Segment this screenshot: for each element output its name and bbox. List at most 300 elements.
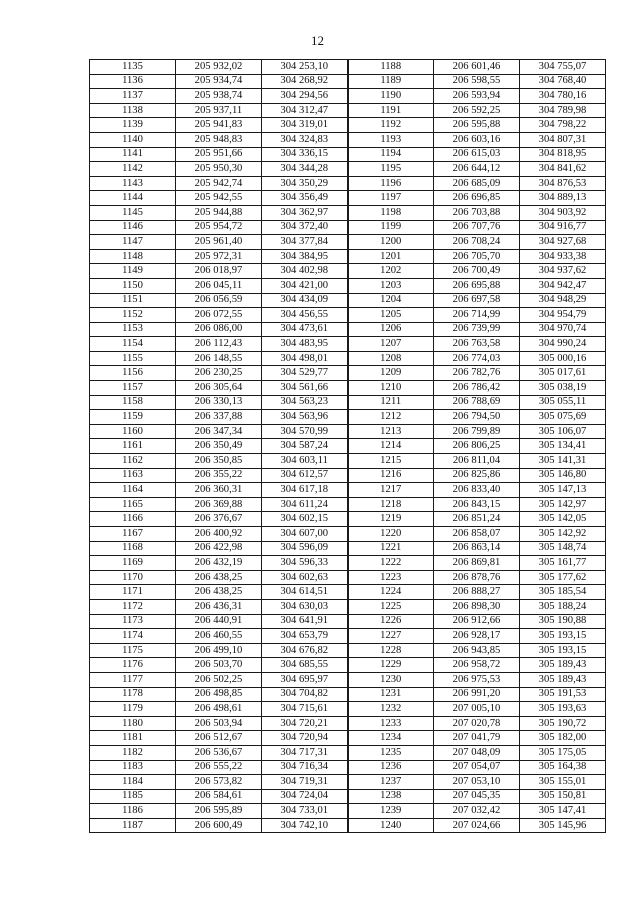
left-y-coordinate-cell: 304 561,66 — [262, 381, 348, 396]
left-x-coordinate-cell: 205 942,74 — [176, 176, 262, 191]
left-point-number-cell: 1156 — [90, 366, 176, 381]
right-x-coordinate-cell: 206 705,70 — [434, 249, 520, 264]
left-y-coordinate-cell: 304 704,82 — [262, 687, 348, 702]
left-y-coordinate-cell: 304 596,33 — [262, 556, 348, 571]
left-x-coordinate-cell: 206 595,89 — [176, 804, 262, 819]
right-x-coordinate-cell: 206 912,66 — [434, 614, 520, 629]
left-point-number-cell: 1135 — [90, 60, 176, 75]
right-y-coordinate-cell: 305 146,80 — [520, 468, 606, 483]
left-y-coordinate-cell: 304 724,04 — [262, 789, 348, 804]
left-x-coordinate-cell: 206 112,43 — [176, 337, 262, 352]
right-x-coordinate-cell: 206 975,53 — [434, 672, 520, 687]
right-point-number-cell: 1212 — [348, 410, 434, 425]
left-point-number-cell: 1176 — [90, 658, 176, 673]
right-y-coordinate-cell: 304 903,92 — [520, 205, 606, 220]
left-x-coordinate-cell: 206 350,85 — [176, 454, 262, 469]
left-y-coordinate-cell: 304 720,94 — [262, 731, 348, 746]
left-y-coordinate-cell: 304 716,34 — [262, 760, 348, 775]
right-y-coordinate-cell: 305 193,63 — [520, 702, 606, 717]
left-x-coordinate-cell: 206 438,25 — [176, 570, 262, 585]
left-y-coordinate-cell: 304 602,63 — [262, 570, 348, 585]
left-point-number-cell: 1175 — [90, 643, 176, 658]
table-row — [90, 687, 606, 702]
right-y-coordinate-cell: 304 780,16 — [520, 89, 606, 104]
left-x-coordinate-cell: 205 948,83 — [176, 132, 262, 147]
left-x-coordinate-cell: 206 376,67 — [176, 512, 262, 527]
right-y-coordinate-cell: 305 155,01 — [520, 775, 606, 790]
left-point-number-cell: 1164 — [90, 483, 176, 498]
table-row — [90, 293, 606, 308]
right-y-coordinate-cell: 304 916,77 — [520, 220, 606, 235]
right-y-coordinate-cell: 304 768,40 — [520, 74, 606, 89]
left-point-number-cell: 1147 — [90, 235, 176, 250]
left-y-coordinate-cell: 304 344,28 — [262, 162, 348, 177]
left-x-coordinate-cell: 206 305,64 — [176, 381, 262, 396]
left-point-number-cell: 1179 — [90, 702, 176, 717]
right-point-number-cell: 1211 — [348, 395, 434, 410]
right-y-coordinate-cell: 305 142,92 — [520, 527, 606, 542]
right-x-coordinate-cell: 206 794,50 — [434, 410, 520, 425]
left-x-coordinate-cell: 206 498,61 — [176, 702, 262, 717]
right-x-coordinate-cell: 206 851,24 — [434, 512, 520, 527]
right-point-number-cell: 1194 — [348, 147, 434, 162]
right-x-coordinate-cell: 206 888,27 — [434, 585, 520, 600]
table-row — [90, 366, 606, 381]
right-x-coordinate-cell: 206 825,86 — [434, 468, 520, 483]
right-point-number-cell: 1231 — [348, 687, 434, 702]
right-y-coordinate-cell: 305 141,31 — [520, 454, 606, 469]
right-point-number-cell: 1213 — [348, 424, 434, 439]
left-y-coordinate-cell: 304 603,11 — [262, 454, 348, 469]
table-row — [90, 351, 606, 366]
right-y-coordinate-cell: 305 190,88 — [520, 614, 606, 629]
table-row — [90, 527, 606, 542]
right-y-coordinate-cell: 305 145,96 — [520, 818, 606, 833]
table-row — [90, 322, 606, 337]
right-y-coordinate-cell: 304 818,95 — [520, 147, 606, 162]
left-point-number-cell: 1161 — [90, 439, 176, 454]
right-point-number-cell: 1226 — [348, 614, 434, 629]
left-y-coordinate-cell: 304 268,92 — [262, 74, 348, 89]
left-point-number-cell: 1137 — [90, 89, 176, 104]
right-point-number-cell: 1223 — [348, 570, 434, 585]
left-y-coordinate-cell: 304 602,15 — [262, 512, 348, 527]
left-point-number-cell: 1154 — [90, 337, 176, 352]
right-x-coordinate-cell: 206 685,09 — [434, 176, 520, 191]
right-x-coordinate-cell: 206 898,30 — [434, 599, 520, 614]
right-x-coordinate-cell: 206 863,14 — [434, 541, 520, 556]
right-point-number-cell: 1224 — [348, 585, 434, 600]
left-x-coordinate-cell: 205 938,74 — [176, 89, 262, 104]
right-x-coordinate-cell: 206 788,69 — [434, 395, 520, 410]
right-y-coordinate-cell: 305 193,15 — [520, 643, 606, 658]
left-point-number-cell: 1150 — [90, 278, 176, 293]
left-x-coordinate-cell: 206 600,49 — [176, 818, 262, 833]
right-point-number-cell: 1198 — [348, 205, 434, 220]
table-row — [90, 818, 606, 833]
right-y-coordinate-cell: 305 175,05 — [520, 745, 606, 760]
table-row — [90, 381, 606, 396]
right-point-number-cell: 1202 — [348, 264, 434, 279]
right-x-coordinate-cell: 206 601,46 — [434, 60, 520, 75]
left-x-coordinate-cell: 206 330,13 — [176, 395, 262, 410]
right-x-coordinate-cell: 207 005,10 — [434, 702, 520, 717]
right-y-coordinate-cell: 305 185,54 — [520, 585, 606, 600]
left-point-number-cell: 1183 — [90, 760, 176, 775]
left-y-coordinate-cell: 304 473,61 — [262, 322, 348, 337]
left-y-coordinate-cell: 304 372,40 — [262, 220, 348, 235]
right-x-coordinate-cell: 206 615,03 — [434, 147, 520, 162]
left-x-coordinate-cell: 206 432,19 — [176, 556, 262, 571]
table-row — [90, 191, 606, 206]
table-row — [90, 570, 606, 585]
right-point-number-cell: 1208 — [348, 351, 434, 366]
table-row — [90, 235, 606, 250]
left-point-number-cell: 1158 — [90, 395, 176, 410]
right-point-number-cell: 1218 — [348, 497, 434, 512]
left-x-coordinate-cell: 206 438,25 — [176, 585, 262, 600]
right-point-number-cell: 1210 — [348, 381, 434, 396]
left-x-coordinate-cell: 205 932,02 — [176, 60, 262, 75]
right-x-coordinate-cell: 206 703,88 — [434, 205, 520, 220]
right-point-number-cell: 1235 — [348, 745, 434, 760]
right-x-coordinate-cell: 206 958,72 — [434, 658, 520, 673]
right-y-coordinate-cell: 304 789,98 — [520, 103, 606, 118]
right-y-coordinate-cell: 304 927,68 — [520, 235, 606, 250]
right-x-coordinate-cell: 206 644,12 — [434, 162, 520, 177]
left-x-coordinate-cell: 206 350,49 — [176, 439, 262, 454]
left-point-number-cell: 1166 — [90, 512, 176, 527]
left-y-coordinate-cell: 304 717,31 — [262, 745, 348, 760]
table-row — [90, 74, 606, 89]
right-y-coordinate-cell: 305 038,19 — [520, 381, 606, 396]
left-x-coordinate-cell: 206 337,88 — [176, 410, 262, 425]
left-y-coordinate-cell: 304 377,84 — [262, 235, 348, 250]
right-x-coordinate-cell: 207 048,09 — [434, 745, 520, 760]
right-point-number-cell: 1217 — [348, 483, 434, 498]
right-point-number-cell: 1201 — [348, 249, 434, 264]
right-y-coordinate-cell: 305 191,53 — [520, 687, 606, 702]
right-point-number-cell: 1188 — [348, 60, 434, 75]
left-x-coordinate-cell: 206 072,55 — [176, 308, 262, 323]
table-row — [90, 585, 606, 600]
right-x-coordinate-cell: 206 869,81 — [434, 556, 520, 571]
right-point-number-cell: 1216 — [348, 468, 434, 483]
left-y-coordinate-cell: 304 336,15 — [262, 147, 348, 162]
right-point-number-cell: 1199 — [348, 220, 434, 235]
table-row — [90, 541, 606, 556]
left-x-coordinate-cell: 206 369,88 — [176, 497, 262, 512]
left-x-coordinate-cell: 206 018,97 — [176, 264, 262, 279]
left-point-number-cell: 1173 — [90, 614, 176, 629]
right-point-number-cell: 1190 — [348, 89, 434, 104]
left-y-coordinate-cell: 304 570,99 — [262, 424, 348, 439]
left-x-coordinate-cell: 206 347,34 — [176, 424, 262, 439]
right-point-number-cell: 1237 — [348, 775, 434, 790]
left-point-number-cell: 1165 — [90, 497, 176, 512]
left-y-coordinate-cell: 304 434,09 — [262, 293, 348, 308]
left-point-number-cell: 1167 — [90, 527, 176, 542]
left-y-coordinate-cell: 304 596,09 — [262, 541, 348, 556]
left-y-coordinate-cell: 304 695,97 — [262, 672, 348, 687]
left-x-coordinate-cell: 206 584,61 — [176, 789, 262, 804]
left-point-number-cell: 1155 — [90, 351, 176, 366]
left-point-number-cell: 1172 — [90, 599, 176, 614]
right-point-number-cell: 1239 — [348, 804, 434, 819]
coordinates-table — [89, 59, 606, 833]
right-y-coordinate-cell: 305 142,05 — [520, 512, 606, 527]
right-point-number-cell: 1238 — [348, 789, 434, 804]
right-y-coordinate-cell: 305 106,07 — [520, 424, 606, 439]
right-x-coordinate-cell: 206 708,24 — [434, 235, 520, 250]
left-x-coordinate-cell: 206 056,59 — [176, 293, 262, 308]
table-row — [90, 147, 606, 162]
left-point-number-cell: 1180 — [90, 716, 176, 731]
left-point-number-cell: 1186 — [90, 804, 176, 819]
table-row — [90, 454, 606, 469]
left-x-coordinate-cell: 205 937,11 — [176, 103, 262, 118]
left-point-number-cell: 1174 — [90, 629, 176, 644]
right-y-coordinate-cell: 305 148,74 — [520, 541, 606, 556]
right-y-coordinate-cell: 304 807,31 — [520, 132, 606, 147]
left-x-coordinate-cell: 206 422,98 — [176, 541, 262, 556]
right-y-coordinate-cell: 304 990,24 — [520, 337, 606, 352]
right-x-coordinate-cell: 206 714,99 — [434, 308, 520, 323]
left-y-coordinate-cell: 304 362,97 — [262, 205, 348, 220]
left-point-number-cell: 1141 — [90, 147, 176, 162]
right-x-coordinate-cell: 207 020,78 — [434, 716, 520, 731]
left-point-number-cell: 1185 — [90, 789, 176, 804]
left-point-number-cell: 1178 — [90, 687, 176, 702]
left-x-coordinate-cell: 206 499,10 — [176, 643, 262, 658]
right-x-coordinate-cell: 207 024,66 — [434, 818, 520, 833]
left-point-number-cell: 1184 — [90, 775, 176, 790]
right-x-coordinate-cell: 206 843,15 — [434, 497, 520, 512]
table-row — [90, 497, 606, 512]
table-row — [90, 249, 606, 264]
table-row — [90, 220, 606, 235]
left-point-number-cell: 1146 — [90, 220, 176, 235]
left-x-coordinate-cell: 206 503,70 — [176, 658, 262, 673]
right-point-number-cell: 1207 — [348, 337, 434, 352]
table-row — [90, 308, 606, 323]
right-point-number-cell: 1236 — [348, 760, 434, 775]
table-row — [90, 439, 606, 454]
table-row — [90, 716, 606, 731]
right-x-coordinate-cell: 206 774,03 — [434, 351, 520, 366]
left-x-coordinate-cell: 206 086,00 — [176, 322, 262, 337]
right-point-number-cell: 1196 — [348, 176, 434, 191]
left-y-coordinate-cell: 304 319,01 — [262, 118, 348, 133]
right-y-coordinate-cell: 305 142,97 — [520, 497, 606, 512]
left-x-coordinate-cell: 205 941,83 — [176, 118, 262, 133]
right-x-coordinate-cell: 206 833,40 — [434, 483, 520, 498]
left-point-number-cell: 1149 — [90, 264, 176, 279]
table-row — [90, 789, 606, 804]
right-y-coordinate-cell: 305 189,43 — [520, 672, 606, 687]
right-y-coordinate-cell: 304 876,53 — [520, 176, 606, 191]
table-row — [90, 614, 606, 629]
left-y-coordinate-cell: 304 563,96 — [262, 410, 348, 425]
left-y-coordinate-cell: 304 350,29 — [262, 176, 348, 191]
right-x-coordinate-cell: 206 707,76 — [434, 220, 520, 235]
right-x-coordinate-cell: 207 041,79 — [434, 731, 520, 746]
left-point-number-cell: 1138 — [90, 103, 176, 118]
left-y-coordinate-cell: 304 421,00 — [262, 278, 348, 293]
right-y-coordinate-cell: 305 134,41 — [520, 439, 606, 454]
left-x-coordinate-cell: 206 440,91 — [176, 614, 262, 629]
table-row — [90, 176, 606, 191]
left-y-coordinate-cell: 304 612,57 — [262, 468, 348, 483]
table-row — [90, 89, 606, 104]
left-x-coordinate-cell: 206 355,22 — [176, 468, 262, 483]
right-y-coordinate-cell: 304 933,38 — [520, 249, 606, 264]
left-y-coordinate-cell: 304 384,95 — [262, 249, 348, 264]
left-y-coordinate-cell: 304 641,91 — [262, 614, 348, 629]
right-y-coordinate-cell: 304 948,29 — [520, 293, 606, 308]
right-x-coordinate-cell: 207 032,42 — [434, 804, 520, 819]
left-point-number-cell: 1182 — [90, 745, 176, 760]
right-y-coordinate-cell: 305 193,15 — [520, 629, 606, 644]
table-row — [90, 132, 606, 147]
right-point-number-cell: 1214 — [348, 439, 434, 454]
left-x-coordinate-cell: 206 536,67 — [176, 745, 262, 760]
table-row — [90, 264, 606, 279]
left-point-number-cell: 1136 — [90, 74, 176, 89]
right-point-number-cell: 1189 — [348, 74, 434, 89]
right-point-number-cell: 1192 — [348, 118, 434, 133]
right-y-coordinate-cell: 305 147,41 — [520, 804, 606, 819]
left-point-number-cell: 1163 — [90, 468, 176, 483]
left-point-number-cell: 1153 — [90, 322, 176, 337]
left-x-coordinate-cell: 205 961,40 — [176, 235, 262, 250]
left-y-coordinate-cell: 304 607,00 — [262, 527, 348, 542]
left-y-coordinate-cell: 304 356,49 — [262, 191, 348, 206]
table-row — [90, 337, 606, 352]
right-x-coordinate-cell: 206 878,76 — [434, 570, 520, 585]
table-row — [90, 512, 606, 527]
right-y-coordinate-cell: 305 055,11 — [520, 395, 606, 410]
right-point-number-cell: 1240 — [348, 818, 434, 833]
left-x-coordinate-cell: 206 503,94 — [176, 716, 262, 731]
left-point-number-cell: 1143 — [90, 176, 176, 191]
right-x-coordinate-cell: 206 700,49 — [434, 264, 520, 279]
left-point-number-cell: 1157 — [90, 381, 176, 396]
table-row — [90, 775, 606, 790]
right-y-coordinate-cell: 305 150,81 — [520, 789, 606, 804]
left-x-coordinate-cell: 206 436,31 — [176, 599, 262, 614]
table-row — [90, 162, 606, 177]
left-point-number-cell: 1160 — [90, 424, 176, 439]
right-y-coordinate-cell: 305 075,69 — [520, 410, 606, 425]
right-x-coordinate-cell: 206 593,94 — [434, 89, 520, 104]
table-row — [90, 702, 606, 717]
table-row — [90, 672, 606, 687]
left-y-coordinate-cell: 304 253,10 — [262, 60, 348, 75]
right-point-number-cell: 1234 — [348, 731, 434, 746]
right-x-coordinate-cell: 206 763,58 — [434, 337, 520, 352]
right-point-number-cell: 1200 — [348, 235, 434, 250]
left-point-number-cell: 1148 — [90, 249, 176, 264]
right-x-coordinate-cell: 206 595,88 — [434, 118, 520, 133]
left-point-number-cell: 1162 — [90, 454, 176, 469]
right-y-coordinate-cell: 304 889,13 — [520, 191, 606, 206]
right-point-number-cell: 1233 — [348, 716, 434, 731]
table-row — [90, 483, 606, 498]
left-y-coordinate-cell: 304 742,10 — [262, 818, 348, 833]
left-y-coordinate-cell: 304 294,56 — [262, 89, 348, 104]
left-y-coordinate-cell: 304 611,24 — [262, 497, 348, 512]
right-x-coordinate-cell: 206 858,07 — [434, 527, 520, 542]
left-point-number-cell: 1152 — [90, 308, 176, 323]
left-x-coordinate-cell: 206 512,67 — [176, 731, 262, 746]
table-row — [90, 395, 606, 410]
table-row — [90, 278, 606, 293]
page-number: 12 — [311, 33, 324, 48]
left-point-number-cell: 1181 — [90, 731, 176, 746]
left-x-coordinate-cell: 206 230,25 — [176, 366, 262, 381]
left-y-coordinate-cell: 304 563,23 — [262, 395, 348, 410]
table-row — [90, 643, 606, 658]
right-x-coordinate-cell: 206 786,42 — [434, 381, 520, 396]
left-x-coordinate-cell: 205 972,31 — [176, 249, 262, 264]
left-x-coordinate-cell: 205 951,66 — [176, 147, 262, 162]
right-point-number-cell: 1228 — [348, 643, 434, 658]
left-y-coordinate-cell: 304 312,47 — [262, 103, 348, 118]
right-point-number-cell: 1227 — [348, 629, 434, 644]
right-point-number-cell: 1232 — [348, 702, 434, 717]
right-point-number-cell: 1193 — [348, 132, 434, 147]
right-y-coordinate-cell: 304 755,07 — [520, 60, 606, 75]
right-y-coordinate-cell: 304 970,74 — [520, 322, 606, 337]
left-point-number-cell: 1187 — [90, 818, 176, 833]
left-y-coordinate-cell: 304 630,03 — [262, 599, 348, 614]
left-point-number-cell: 1171 — [90, 585, 176, 600]
left-point-number-cell: 1168 — [90, 541, 176, 556]
left-y-coordinate-cell: 304 456,55 — [262, 308, 348, 323]
left-point-number-cell: 1159 — [90, 410, 176, 425]
left-x-coordinate-cell: 206 573,82 — [176, 775, 262, 790]
table-row — [90, 410, 606, 425]
right-point-number-cell: 1225 — [348, 599, 434, 614]
table-row — [90, 103, 606, 118]
right-x-coordinate-cell: 206 603,16 — [434, 132, 520, 147]
left-point-number-cell: 1145 — [90, 205, 176, 220]
left-x-coordinate-cell: 206 498,85 — [176, 687, 262, 702]
left-y-coordinate-cell: 304 483,95 — [262, 337, 348, 352]
left-y-coordinate-cell: 304 685,55 — [262, 658, 348, 673]
right-y-coordinate-cell: 304 937,62 — [520, 264, 606, 279]
left-y-coordinate-cell: 304 498,01 — [262, 351, 348, 366]
right-point-number-cell: 1204 — [348, 293, 434, 308]
right-x-coordinate-cell: 206 696,85 — [434, 191, 520, 206]
left-x-coordinate-cell: 205 950,30 — [176, 162, 262, 177]
right-y-coordinate-cell: 305 161,77 — [520, 556, 606, 571]
right-y-coordinate-cell: 305 189,43 — [520, 658, 606, 673]
left-y-coordinate-cell: 304 617,18 — [262, 483, 348, 498]
right-point-number-cell: 1229 — [348, 658, 434, 673]
left-x-coordinate-cell: 206 360,31 — [176, 483, 262, 498]
left-point-number-cell: 1140 — [90, 132, 176, 147]
left-point-number-cell: 1151 — [90, 293, 176, 308]
right-x-coordinate-cell: 206 991,20 — [434, 687, 520, 702]
left-y-coordinate-cell: 304 653,79 — [262, 629, 348, 644]
right-point-number-cell: 1221 — [348, 541, 434, 556]
left-x-coordinate-cell: 205 944,88 — [176, 205, 262, 220]
right-x-coordinate-cell: 206 799,89 — [434, 424, 520, 439]
right-y-coordinate-cell: 305 017,61 — [520, 366, 606, 381]
left-y-coordinate-cell: 304 733,01 — [262, 804, 348, 819]
